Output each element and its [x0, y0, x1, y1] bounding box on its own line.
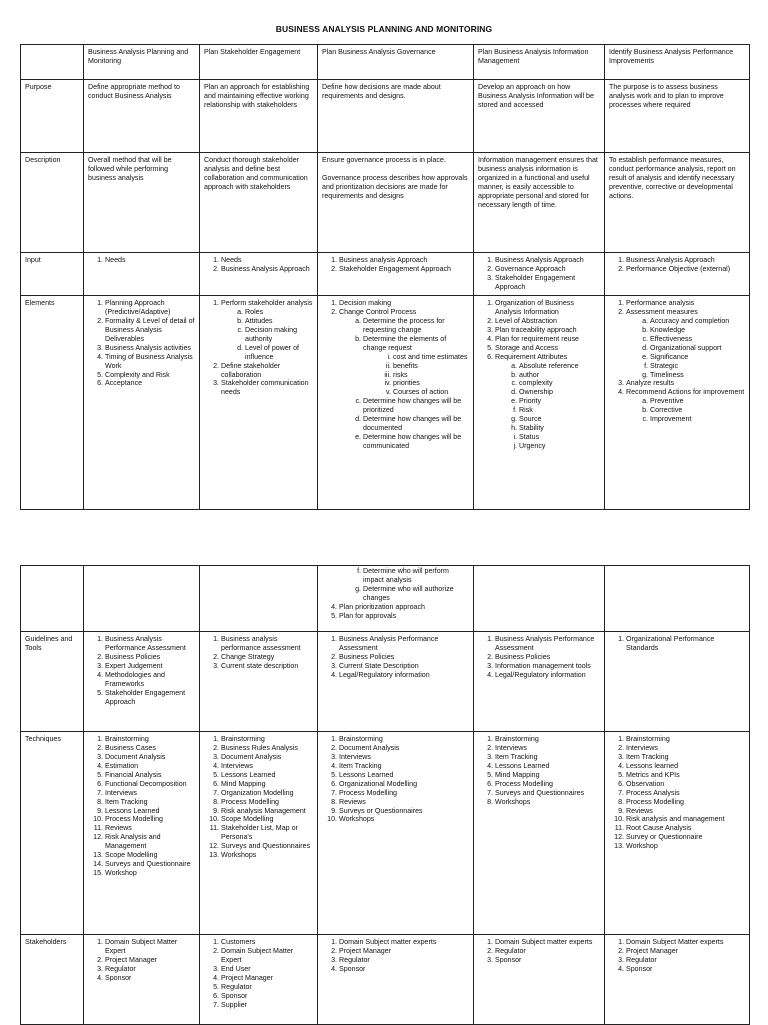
column-header: Business Analysis Planning and Monitoring: [84, 45, 200, 80]
list-item: d. Level of power of influence: [245, 344, 313, 362]
list-item: 4. Recommend Actions for improvement a. Preventive b. Corrective c. Improvement: [626, 388, 745, 424]
list-item: 6. Requirement Attributes a. Absolute reference b. author c. complexity d. Ownership e. Priority f. Risk g. Source h. Stability i. Status j. Urgency: [495, 353, 600, 451]
list-item: 6. Mind Mapping: [221, 780, 313, 789]
sub-sub-list: [363, 353, 469, 398]
guidelines-list: [322, 635, 469, 680]
list-item: d. Organizational support: [650, 344, 745, 353]
input-list: [609, 256, 745, 274]
techniques-list: [322, 735, 469, 824]
list-item: 4. Legal/Regulatory information: [495, 671, 600, 680]
list-item: 3. Item Tracking: [495, 753, 600, 762]
list-item: 5. Mind Mapping: [495, 771, 600, 780]
table-cell: Define appropriate method to conduct Business Analysis: [84, 80, 200, 153]
list-item: f. Determine who will perform impact analysis: [363, 567, 469, 585]
list-item: a. Preventive: [650, 397, 745, 406]
row-label: Techniques: [21, 732, 84, 935]
table-cell: [605, 632, 750, 732]
list-item: 3. Current state description: [221, 662, 313, 671]
list-item: 7. Process Analysis: [626, 789, 745, 798]
stakeholders-list: [204, 938, 313, 1010]
list-item: g. Timeliness: [650, 371, 745, 380]
list-item: 1. Brainstorming: [339, 735, 469, 744]
list-item: 4. Lessons Learned: [495, 762, 600, 771]
list-item: 7. Surveys and Questionnaires: [495, 789, 600, 798]
list-item: 1. Business analysis performance assessment: [221, 635, 313, 653]
table-cell: [318, 935, 474, 1025]
list-item: j. Urgency: [519, 442, 600, 451]
list-item: 13. Workshops: [221, 851, 313, 860]
list-item: 2. Regulator: [495, 947, 600, 956]
list-item: 1. Domain Subject Matter Expert: [105, 938, 195, 956]
sub-list: [626, 397, 745, 424]
cell-paragraph: Ensure governance process is in place.: [322, 156, 446, 164]
list-item: 3. Information management tools: [495, 662, 600, 671]
list-item: 7. Supplier: [221, 1001, 313, 1010]
list-item: d. Determine how changes will be documented: [363, 415, 469, 433]
list-item: c. Effectiveness: [650, 335, 745, 344]
list-item: c. Determine how changes will be prioritized: [363, 397, 469, 415]
list-item: 1. Planning Approach (Predictive/Adaptive): [105, 299, 195, 317]
list-item: a. Absolute reference: [519, 362, 600, 371]
list-item: b. Knowledge: [650, 326, 745, 335]
table-cell: Plan an approach for establishing and maintaining effective working relationship with stakeholders: [200, 80, 318, 153]
list-item: 9. Risk analysis Management: [221, 807, 313, 816]
list-item: 9. Surveys or Questionnaires: [339, 807, 469, 816]
list-item: 2. Business Policies: [495, 653, 600, 662]
row-label: Purpose: [21, 80, 84, 153]
list-item: a. Determine the process for requesting change: [363, 317, 469, 335]
list-item: 1. Needs: [221, 256, 313, 265]
list-item: 1. Brainstorming: [221, 735, 313, 744]
table-cell: [605, 732, 750, 935]
list-item: 1. Organizational Performance Standards: [626, 635, 745, 653]
table-cell: [84, 253, 200, 296]
list-item: 2. Document Analysis: [339, 744, 469, 753]
column-header: Plan Stakeholder Engagement: [200, 45, 318, 80]
table-cell: [605, 296, 750, 510]
list-item: 4. Plan for requirement reuse: [495, 335, 600, 344]
row-label: Elements: [21, 296, 84, 510]
list-item: 4. Timing of Business Analysis Work: [105, 353, 195, 371]
elements-list: [478, 299, 600, 451]
list-item: 1. Domain Subject Matter experts: [626, 938, 745, 947]
list-item: 2. Business Cases: [105, 744, 195, 753]
table-cell: [200, 296, 318, 510]
table-cell: [200, 632, 318, 732]
list-item: 4. Sponsor: [105, 974, 195, 983]
list-item: ii. benefits: [393, 362, 469, 371]
row-label: Guidelines and Tools: [21, 632, 84, 732]
elements-list: [88, 299, 195, 388]
list-item: 1. Organization of Business Analysis Information: [495, 299, 600, 317]
list-item: 3. Interviews: [339, 753, 469, 762]
list-item: 8. Process Modelling: [626, 798, 745, 807]
sub-list: [221, 308, 313, 362]
table-cell: [200, 935, 318, 1025]
guidelines-list: [88, 635, 195, 707]
list-item: 5. Lessons Learned: [339, 771, 469, 780]
row-label: Stakeholders: [21, 935, 84, 1025]
list-item: a. Roles: [245, 308, 313, 317]
cell-paragraph: Governance process describes how approvals and prioritization decisions are made for requirements and designs: [322, 173, 468, 200]
elements-list: [609, 299, 745, 424]
table-cell: [605, 566, 750, 632]
list-item: 5. Metrics and KPIs: [626, 771, 745, 780]
list-item: 3. Item Tracking: [626, 753, 745, 762]
list-item: 5. Lessons Learned: [221, 771, 313, 780]
list-item: 6. Observation: [626, 780, 745, 789]
list-item: c. Improvement: [650, 415, 745, 424]
list-item: 3. Business Analysis activities: [105, 344, 195, 353]
header-corner-cell: [21, 45, 84, 80]
list-item: 2. Domain Subject Matter Expert: [221, 947, 313, 965]
table-cell: Define how decisions are made about requirements and designs.: [318, 80, 474, 153]
list-item: b. author: [519, 371, 600, 380]
list-item: c. Decision making authority: [245, 326, 313, 344]
continuation-row: [21, 566, 750, 632]
list-item: 3. Analyze results: [626, 379, 745, 388]
techniques-row: [21, 732, 750, 935]
list-item: 1. Business Analysis Performance Assessment: [495, 635, 600, 653]
list-item: 1. Customers: [221, 938, 313, 947]
table-cell: [474, 732, 605, 935]
planning-table-part-1: [20, 44, 750, 510]
table-cell: [84, 732, 200, 935]
stakeholders-list: [88, 938, 195, 983]
list-item: 2. Business Rules Analysis: [221, 744, 313, 753]
list-item: 3. Expert Judgement: [105, 662, 195, 671]
list-item: 4. Legal/Regulatory information: [339, 671, 469, 680]
column-header: Plan Business Analysis Information Management: [474, 45, 605, 80]
list-item: 2. Stakeholder Engagement Approach: [339, 265, 469, 274]
list-item: 4. Estimation: [105, 762, 195, 771]
list-item: 5. Regulator: [221, 983, 313, 992]
list-item: 12. Risk Analysis and Management: [105, 833, 195, 851]
list-item: 1. Brainstorming: [495, 735, 600, 744]
list-item: 13. Scope Modelling: [105, 851, 195, 860]
list-item: 8. Workshops: [495, 798, 600, 807]
list-item: g. Determine who will authorize changes: [363, 585, 469, 603]
list-item: 2. Performance Objective (external): [626, 265, 745, 274]
list-item: 5. Storage and Access: [495, 344, 600, 353]
list-item: 11. Reviews: [105, 824, 195, 833]
list-item: 3. Stakeholder Engagement Approach: [495, 274, 600, 292]
stakeholders-list: [478, 938, 600, 965]
list-item: 2. Formality & Level of detail of Business Analysis Deliverables: [105, 317, 195, 344]
list-item: 5. Financial Analysis: [105, 771, 195, 780]
table-cell: [474, 935, 605, 1025]
techniques-list: [478, 735, 600, 807]
list-item: e. Significance: [650, 353, 745, 362]
list-item: 2. Level of Abstraction: [495, 317, 600, 326]
table-cell: [84, 296, 200, 510]
techniques-list: [609, 735, 745, 851]
row-label: Description: [21, 153, 84, 253]
list-item: a. Accuracy and completion: [650, 317, 745, 326]
table-cell: [84, 935, 200, 1025]
purpose-row: [21, 80, 750, 153]
list-item: 10. Workshops: [339, 815, 469, 824]
stakeholders-list: [609, 938, 745, 974]
table-cell: [474, 296, 605, 510]
list-item: 15. Workshop: [105, 869, 195, 878]
list-item: 1. Perform stakeholder analysis a. Roles b. Attitudes c. Decision making authority d. Level of power of influence: [221, 299, 313, 362]
list-item: 4. Project Manager: [221, 974, 313, 983]
elements-row: [21, 296, 750, 510]
list-item: b. Attitudes: [245, 317, 313, 326]
list-item: 1. Decision making: [339, 299, 469, 308]
list-item: 13. Workshop: [626, 842, 745, 851]
list-item: 7. Organization Modelling: [221, 789, 313, 798]
guidelines-list: [478, 635, 600, 680]
table-cell: Overall method that will be followed while performing business analysis: [84, 153, 200, 253]
input-list: [322, 256, 469, 274]
list-item: 7. Interviews: [105, 789, 195, 798]
list-item: 1. Business Analysis Performance Assessment: [339, 635, 469, 653]
list-item: 1. Needs: [105, 256, 195, 265]
sub-list: [626, 317, 745, 380]
list-item: 7. Process Modelling: [339, 789, 469, 798]
list-item: 1. Business analysis Approach: [339, 256, 469, 265]
list-item: f. Strategic: [650, 362, 745, 371]
table-cell: [200, 566, 318, 632]
list-item: 1. Domain Subject matter experts: [339, 938, 469, 947]
list-item: 2. Change Control Process a. Determine the process for requesting change b. Determine the elements of change request i. cost and time estimates ii. benefits iii. risks iv. priorities v. Courses of action c. Determine how changes will be prioritized d. Determine how changes will be documented e. Determine how changes will be communicated: [339, 308, 469, 451]
list-item: 3. End User: [221, 965, 313, 974]
list-item: 2. Business Policies: [339, 653, 469, 662]
list-item: 3. Stakeholder communication needs: [221, 379, 313, 397]
row-label: Input: [21, 253, 84, 296]
row-label: [21, 566, 84, 632]
list-item: 2. Business Analysis Approach: [221, 265, 313, 274]
list-item: 12. Survey or Questionnaire: [626, 833, 745, 842]
list-item: 8. Item Tracking: [105, 798, 195, 807]
description-row: [21, 153, 750, 253]
list-item: 2. Project Manager: [105, 956, 195, 965]
table-cell: [84, 632, 200, 732]
list-item: 2. Project Manager: [339, 947, 469, 956]
list-item: 1. Business Analysis Approach: [495, 256, 600, 265]
table-cell: [84, 566, 200, 632]
guidelines-list: [609, 635, 745, 653]
list-item: 12. Surveys and Questionnaires: [221, 842, 313, 851]
stakeholders-list: [322, 938, 469, 974]
list-item: 3. Plan traceability approach: [495, 326, 600, 335]
table-cell: [605, 935, 750, 1025]
list-item: g. Source: [519, 415, 600, 424]
list-item: 2. Interviews: [495, 744, 600, 753]
list-item: 2. Business Policies: [105, 653, 195, 662]
list-item: 8. Reviews: [339, 798, 469, 807]
list-item: 2. Change Strategy: [221, 653, 313, 662]
list-item: 5. Complexity and Risk: [105, 371, 195, 380]
list-item: 2. Assessment measures a. Accuracy and completion b. Knowledge c. Effectiveness d. Organizational support e. Significance f. Strategic g. Timeliness: [626, 308, 745, 380]
table-cell: [605, 253, 750, 296]
list-item: 10. Risk analysis and management: [626, 815, 745, 824]
list-item: 10. Scope Modelling: [221, 815, 313, 824]
list-item: iii. risks: [393, 371, 469, 380]
list-item: 1. Brainstorming: [105, 735, 195, 744]
list-item: 4. Methodologies and Frameworks: [105, 671, 195, 689]
list-item: 1. Business Analysis Approach: [626, 256, 745, 265]
list-item: 11. Root Cause Analysis: [626, 824, 745, 833]
table-cell: [200, 253, 318, 296]
list-item: 9. Reviews: [626, 807, 745, 816]
table-cell: [474, 566, 605, 632]
list-item: 1. Business Analysis Performance Assessment: [105, 635, 195, 653]
table-cell: The purpose is to assess business analysis work and to plan to improve processes where required: [605, 80, 750, 153]
table-cell: [318, 253, 474, 296]
techniques-list: [88, 735, 195, 878]
table-cell: [474, 632, 605, 732]
list-item: 4. Sponsor: [339, 965, 469, 974]
table-cell: [318, 566, 474, 632]
table-cell: [200, 732, 318, 935]
table-cell: Develop an approach on how Business Analysis Information will be stored and accessed: [474, 80, 605, 153]
list-item: 14. Surveys and Questionnaire: [105, 860, 195, 869]
table-cell: [318, 732, 474, 935]
elements-list-continued: [322, 567, 469, 621]
elements-list: [322, 299, 469, 451]
table-cell: [318, 296, 474, 510]
list-item: 6. Acceptance: [105, 379, 195, 388]
list-item: c. complexity: [519, 379, 600, 388]
list-item: 8. Process Modelling: [221, 798, 313, 807]
column-header: Identify Business Analysis Performance Improvements: [605, 45, 750, 80]
list-item: 3. Regulator: [339, 956, 469, 965]
list-item: 4. Sponsor: [626, 965, 745, 974]
guidelines-row: [21, 632, 750, 732]
list-item: 10. Process Modelling: [105, 815, 195, 824]
input-list: [88, 256, 195, 265]
sub-list: [339, 317, 469, 451]
list-item: 6. Process Modelling: [495, 780, 600, 789]
list-item: f. Risk: [519, 406, 600, 415]
list-item: e. Priority: [519, 397, 600, 406]
guidelines-list: [204, 635, 313, 671]
list-item: 3. Document Analysis: [105, 753, 195, 762]
list-item: d. Ownership: [519, 388, 600, 397]
list-item: 2. Governance Approach: [495, 265, 600, 274]
list-item: 3. Regulator: [105, 965, 195, 974]
list-item: e. Determine how changes will be communicated: [363, 433, 469, 451]
list-item: h. Stability: [519, 424, 600, 433]
table-cell: Conduct thorough stakeholder analysis and define best collaboration and communication approach with stakeholders: [200, 153, 318, 253]
table-cell: [474, 253, 605, 296]
list-item: 3. Regulator: [626, 956, 745, 965]
table-cell: [318, 632, 474, 732]
list-item: 4. Interviews: [221, 762, 313, 771]
list-item: 4. Item Tracking: [339, 762, 469, 771]
list-item: iv. priorities: [393, 379, 469, 388]
list-item: b. Determine the elements of change request i. cost and time estimates ii. benefits iii. risks iv. priorities v. Courses of action: [363, 335, 469, 398]
list-item: 1. Brainstorming: [626, 735, 745, 744]
input-row: [21, 253, 750, 296]
list-item: 5. Stakeholder Engagement Approach: [105, 689, 195, 707]
list-item: i. cost and time estimates: [393, 353, 469, 362]
list-item: 4. Lessons learned: [626, 762, 745, 771]
column-header: Plan Business Analysis Governance: [318, 45, 474, 80]
table-cell: Information management ensures that business analysis information is organized in a functional and useful manner, is easily accessible to appropriate personal and stored for necessary length of time.: [474, 153, 605, 253]
list-item: 9. Lessons Learned: [105, 807, 195, 816]
list-item: v. Courses of action: [393, 388, 469, 397]
sub-list: [339, 567, 469, 603]
list-item: 11. Stakeholder List, Map or Persona's: [221, 824, 313, 842]
document-title: BUSINESS ANALYSIS PLANNING AND MONITORING: [275, 24, 493, 34]
stakeholders-row: [21, 935, 750, 1025]
planning-table-part-2: [20, 565, 750, 1025]
column-header-row: [21, 45, 750, 80]
list-item: 3. Document Analysis: [221, 753, 313, 762]
table-cell: [318, 153, 474, 253]
list-item: i. Status: [519, 433, 600, 442]
list-item: 1. Performance analysis: [626, 299, 745, 308]
list-item: 2. Interviews: [626, 744, 745, 753]
techniques-list: [204, 735, 313, 860]
list-item: 6. Organizational Modelling: [339, 780, 469, 789]
list-item: 4. Plan prioritization approach: [339, 603, 469, 612]
list-item: 3. Sponsor: [495, 956, 600, 965]
input-list: [204, 256, 313, 274]
elements-list: [204, 299, 313, 397]
list-item: 2. Define stakeholder collaboration: [221, 362, 313, 380]
list-item: b. Corrective: [650, 406, 745, 415]
table-cell: To establish performance measures, conduct performance analysis, report on result of analysis and identify necessary preventive, corrective or developmental actions.: [605, 153, 750, 253]
sub-list: [495, 362, 600, 451]
list-item: 3. Current State Description: [339, 662, 469, 671]
input-list: [478, 256, 600, 292]
list-item: 6. Sponsor: [221, 992, 313, 1001]
list-item: 5. Plan for approvals: [339, 612, 469, 621]
list-item: 6. Functional Decomposition: [105, 780, 195, 789]
list-item: 1. Domain Subject matter experts: [495, 938, 600, 947]
list-item: 2. Project Manager: [626, 947, 745, 956]
